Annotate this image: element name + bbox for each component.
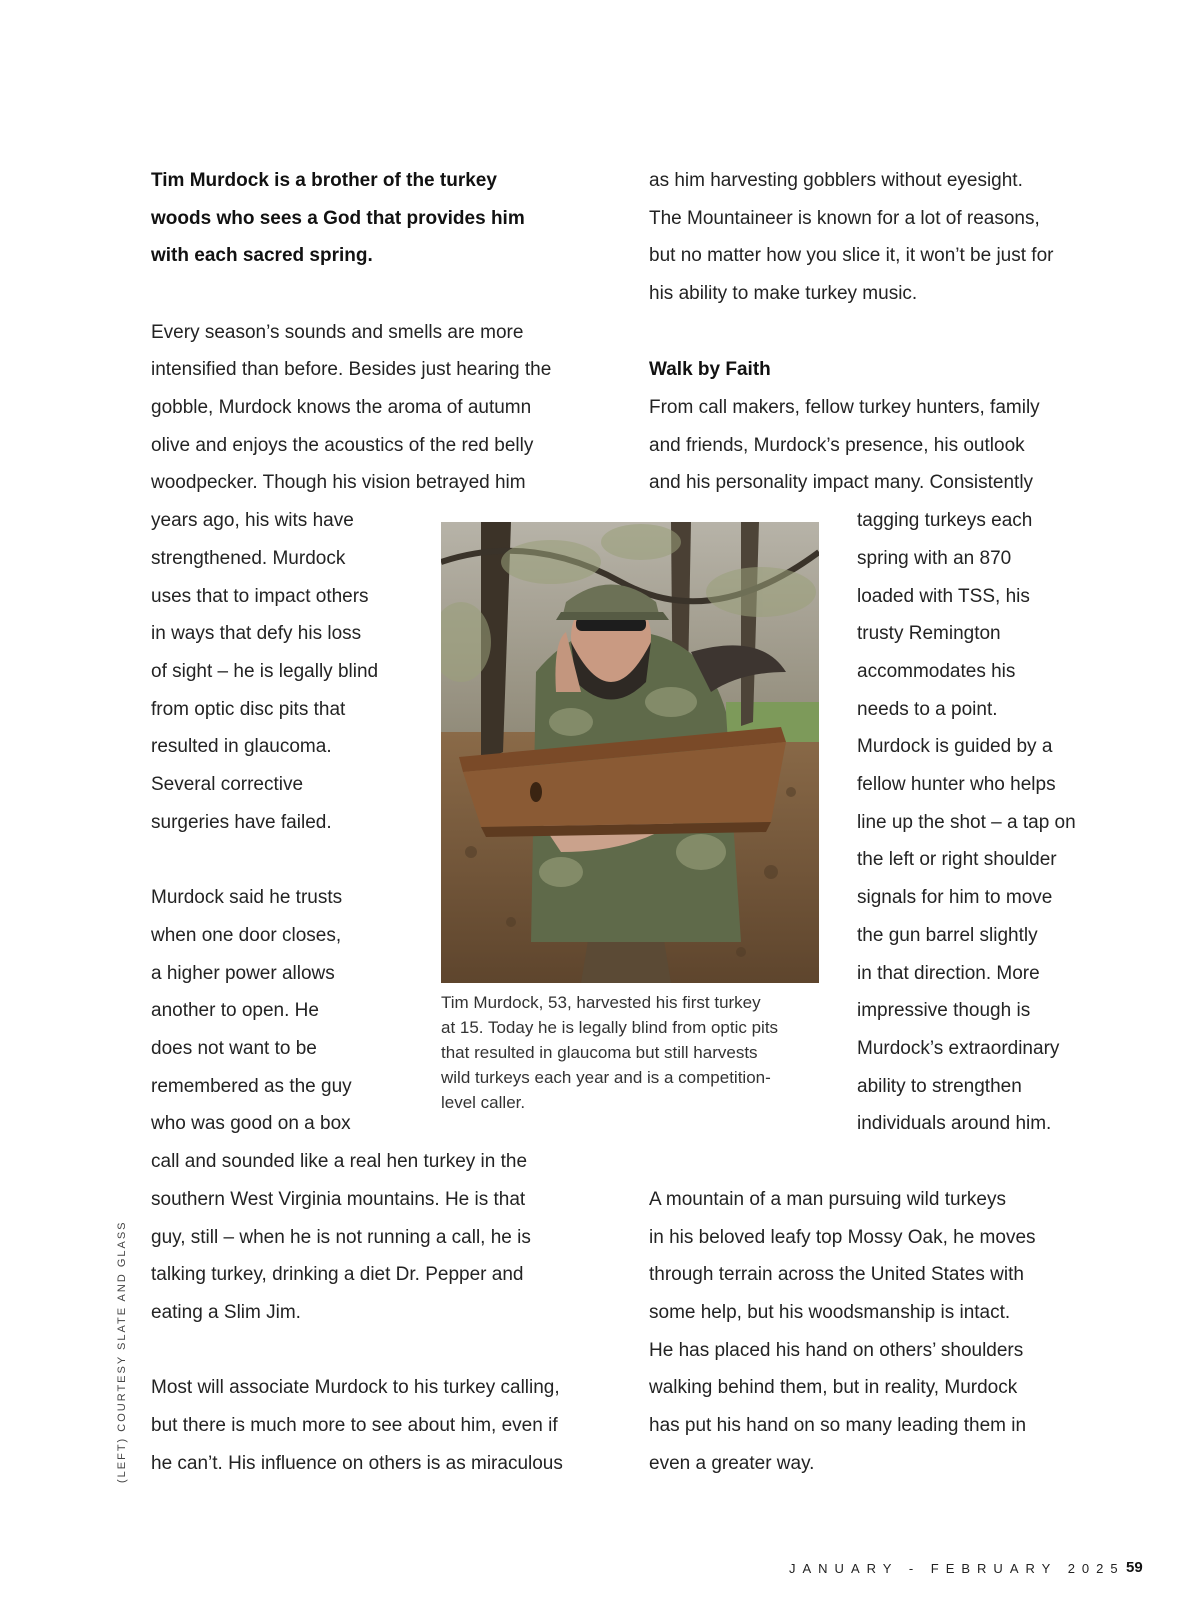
body-line: in ways that defy his loss [151, 623, 362, 644]
body-line: loaded with TSS, his [857, 586, 1030, 607]
intro-line: woods who sees a God that provides him [151, 208, 525, 229]
body-line: Murdock’s extraordinary [857, 1038, 1060, 1059]
body-line: line up the shot – a tap on [857, 812, 1076, 833]
body-line: strengthened. Murdock [151, 548, 346, 569]
body-line: Murdock said he trusts [151, 887, 343, 908]
body-line: gobble, Murdock knows the aroma of autumn [151, 397, 532, 418]
body-line: signals for him to move [857, 887, 1053, 908]
body-line: some help, but his woodsmanship is intact. [649, 1302, 1011, 1323]
body-line: he can’t. His influence on others is as miraculous [151, 1453, 563, 1474]
body-line: through terrain across the United States with [649, 1264, 1024, 1285]
body-line: when one door closes, [151, 925, 342, 946]
body-line: surgeries have failed. [151, 812, 332, 833]
body-line: does not want to be [151, 1038, 317, 1059]
body-line: walking behind them, but in reality, Murdock [649, 1377, 1018, 1398]
body-line: trusty Remington [857, 623, 1001, 644]
body-line: but there is much more to see about him, even if [151, 1415, 558, 1436]
body-line: who was good on a box [151, 1113, 351, 1134]
body-line: spring with an 870 [857, 548, 1012, 569]
caption-line: level caller. [441, 1093, 526, 1112]
body-line: Most will associate Murdock to his turkey calling, [151, 1377, 560, 1398]
body-line: and his personality impact many. Consistently [649, 472, 1034, 493]
body-line: eating a Slim Jim. [151, 1302, 301, 1323]
body-line: in that direction. More [857, 963, 1040, 984]
body-line: as him harvesting gobblers without eyesight. [649, 170, 1023, 191]
body-line: a higher power allows [151, 963, 335, 984]
body-line: tagging turkeys each [857, 510, 1033, 531]
body-line: The Mountaineer is known for a lot of reasons, [649, 208, 1040, 229]
body-line: remembered as the guy [151, 1076, 352, 1097]
body-line: in his beloved leafy top Mossy Oak, he moves [649, 1227, 1036, 1248]
body-line: accommodates his [857, 661, 1016, 682]
body-line: even a greater way. [649, 1453, 815, 1474]
body-line: ability to strengthen [857, 1076, 1022, 1097]
page-number: 59 [1126, 1559, 1143, 1576]
intro-line: Tim Murdock is a brother of the turkey [151, 170, 497, 191]
body-line: uses that to impact others [151, 586, 369, 607]
body-line: A mountain of a man pursuing wild turkeys [649, 1189, 1006, 1210]
photo-caption [441, 990, 826, 1115]
issue-date: JANUARY - FEBRUARY 2025 [789, 1561, 1125, 1576]
body-line: has put his hand on so many leading them in [649, 1415, 1027, 1436]
body-line: fellow hunter who helps [857, 774, 1056, 795]
body-line: of sight – he is legally blind [151, 661, 379, 682]
body-line: and friends, Murdock’s presence, his outlook [649, 435, 1025, 456]
hunter-photo [441, 522, 819, 983]
body-line: years ago, his wits have [151, 510, 354, 531]
caption-line: Tim Murdock, 53, harvested his first turkey [441, 993, 761, 1012]
body-line: guy, still – when he is not running a call, he is [151, 1227, 531, 1248]
body-line: woodpecker. Though his vision betrayed him [151, 472, 526, 493]
body-line: impressive though is [857, 1000, 1031, 1021]
body-line: call and sounded like a real hen turkey in the [151, 1151, 528, 1172]
body-line: the left or right shoulder [857, 849, 1057, 870]
body-line: talking turkey, drinking a diet Dr. Pepper and [151, 1264, 524, 1285]
caption-line: wild turkeys each year and is a competition- [441, 1068, 771, 1087]
body-line: From call makers, fellow turkey hunters, family [649, 397, 1040, 418]
caption-line: at 15. Today he is legally blind from optic pits [441, 1018, 779, 1037]
intro-line: with each sacred spring. [151, 245, 373, 266]
body-line: olive and enjoys the acoustics of the red belly [151, 435, 534, 456]
body-line: He has placed his hand on others’ shoulders [649, 1340, 1024, 1361]
body-line: Several corrective [151, 774, 304, 795]
body-line: his ability to make turkey music. [649, 283, 918, 304]
body-line: the gun barrel slightly [857, 925, 1038, 946]
photo-credit: (LEFT) COURTESY SLATE AND GLASS [116, 1220, 128, 1483]
body-line: Murdock is guided by a [857, 736, 1053, 757]
body-line: Every season’s sounds and smells are more [151, 322, 524, 343]
body-line: but no matter how you slice it, it won’t be just for [649, 245, 1054, 266]
body-line: from optic disc pits that [151, 699, 346, 720]
body-line: needs to a point. [857, 699, 998, 720]
body-line: individuals around him. [857, 1113, 1052, 1134]
section-heading: Walk by Faith [649, 359, 771, 380]
body-line: another to open. He [151, 1000, 319, 1021]
body-line: resulted in glaucoma. [151, 736, 332, 757]
body-line: intensified than before. Besides just hearing the [151, 359, 552, 380]
caption-line: that resulted in glaucoma but still harvests [441, 1043, 758, 1062]
body-line: southern West Virginia mountains. He is that [151, 1189, 526, 1210]
